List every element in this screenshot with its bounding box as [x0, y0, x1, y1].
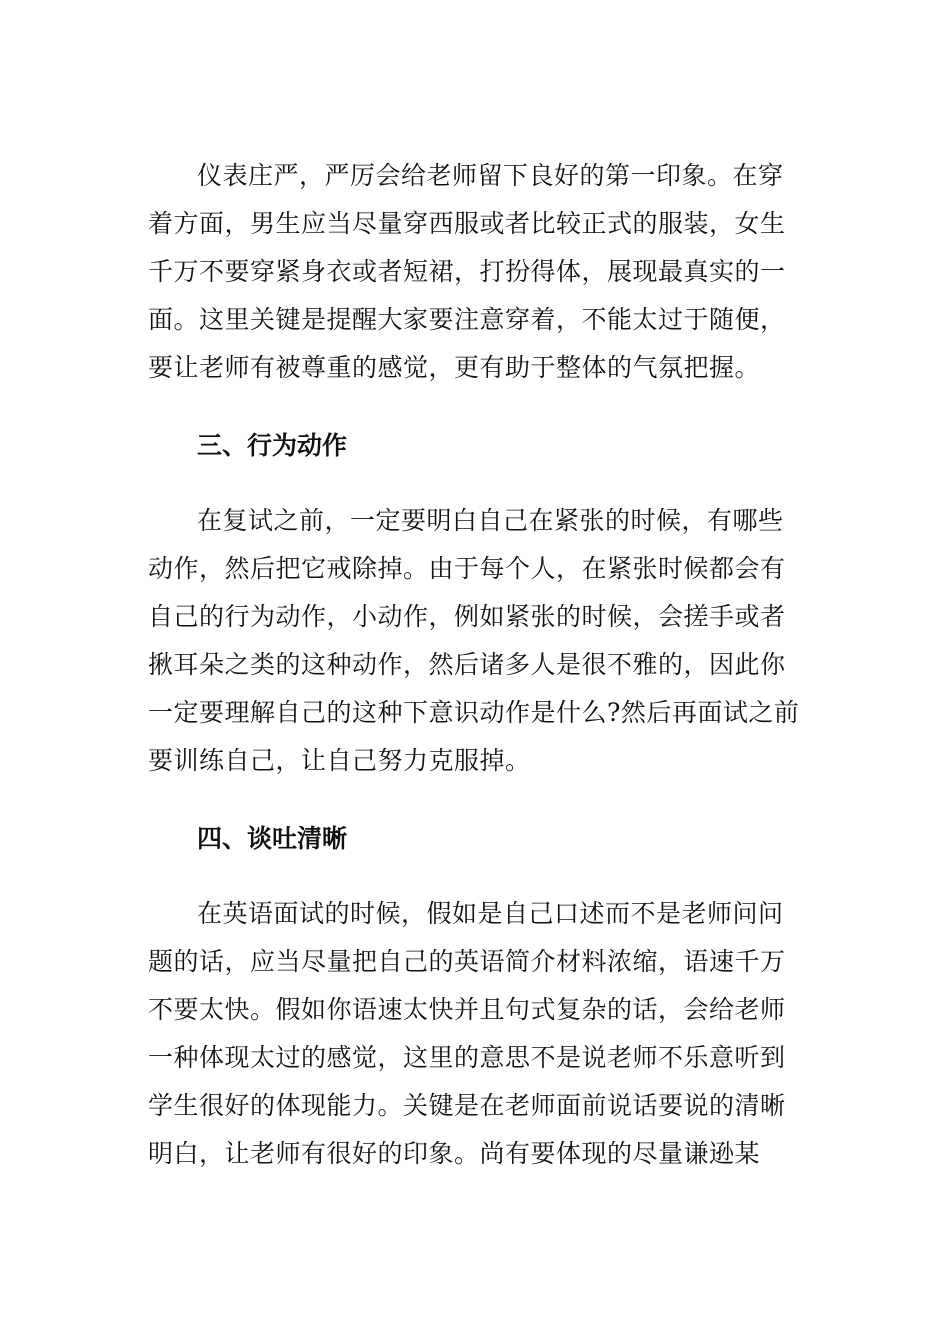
paragraph-line: 千万不要穿紧身衣或者短裙，打扮得体，展现最真实的一 [148, 257, 786, 286]
paragraph-line: 一种体现太过的感觉，这里的意思不是说老师不乐意听到 [148, 1043, 786, 1072]
paragraph-line: 仪表庄严，严厉会给老师留下良好的第一印象。在穿 [197, 161, 784, 190]
paragraph-line: 自己的行为动作，小动作，例如紧张的时候，会搓手或者 [148, 602, 786, 631]
section-heading: 四、谈吐清晰 [197, 824, 348, 853]
paragraph-line: 学生很好的体现能力。关键是在老师面前说话要说的清晰 [148, 1091, 786, 1120]
paragraph-line: 要让老师有被尊重的感觉，更有助于整体的气氛把握。 [148, 353, 761, 382]
section-heading: 三、行为动作 [197, 431, 348, 460]
paragraph-line: 要训练自己，让自己努力克服掉。 [148, 746, 531, 775]
paragraph-line: 着方面，男生应当尽量穿西服或者比较正式的服装，女生 [148, 209, 786, 238]
paragraph-line: 不要太快。假如你语速太快并且句式复杂的话，会给老师 [148, 995, 786, 1024]
paragraph-line: 在英语面试的时候，假如是自己口述而不是老师问问 [197, 899, 784, 928]
paragraph-line: 在复试之前，一定要明白自己在紧张的时候，有哪些 [197, 506, 784, 535]
paragraph-line: 明白，让老师有很好的印象。尚有要体现的尽量谦逊某 [148, 1139, 761, 1168]
paragraph-line: 揪耳朵之类的这种动作，然后诸多人是很不雅的，因此你 [148, 650, 786, 679]
paragraph-line: 题的话，应当尽量把自己的英语简介材料浓缩，语速千万 [148, 947, 786, 976]
paragraph-line: 一定要理解自己的这种下意识动作是什么?然后再面试之前 [148, 698, 800, 727]
paragraph-line: 动作，然后把它戒除掉。由于每个人，在紧张时候都会有 [148, 554, 786, 583]
paragraph-line: 面。这里关键是提醒大家要注意穿着，不能太过于随便， [148, 305, 786, 334]
